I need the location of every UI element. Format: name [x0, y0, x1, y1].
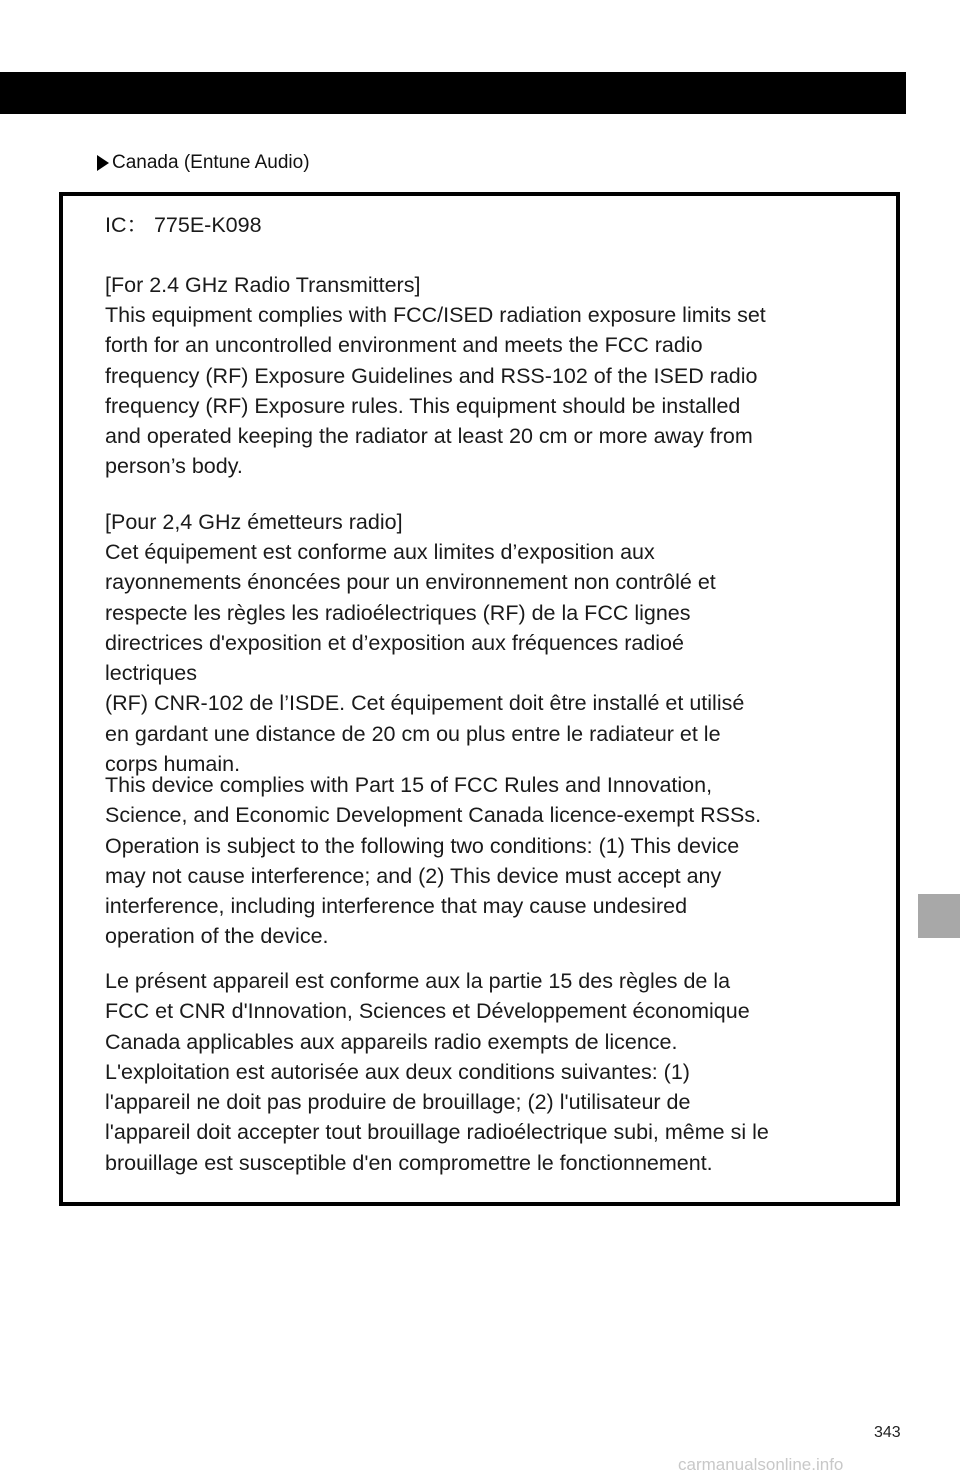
ic-number: IC： 775E-K098 — [105, 213, 262, 237]
triangle-right-icon — [97, 155, 109, 171]
english-part15-notice: This device complies with Part 15 of FCC Rules and Innovation, Science, and Economic Development Canada licence-exempt RSSs. Operation is subject to the following two conditions: (1) This device may not cause interference; and (2) This device must accept any interference, including interference that may cause undesired operation of the device. — [105, 773, 762, 949]
section-title: Canada (Entune Audio) — [112, 152, 310, 173]
french-part15-notice: Le présent appareil est conforme aux la partie 15 des règles de la FCC et CNR d'Innovation, Sciences et Développement économique Canada applicables aux appareils radio exempts de licence. L'exploitation est autorisée aux deux conditions suivantes: (1) l'appareil ne doit pas produire de brouillage; (2) l'utilisateur de l'appareil doit accepter tout brouillage radioélectrique subi, même si le brouillage est susceptible d'en compromettre le fonctionnement. — [105, 969, 769, 1175]
watermark: carmanualsonline.info — [678, 1455, 844, 1474]
chapter-tab — [918, 894, 960, 938]
section-heading — [97, 150, 310, 176]
header-bar — [0, 72, 906, 114]
french-heading: [Pour 2,4 GHz émetteurs radio] — [105, 510, 403, 534]
english-body: This equipment complies with FCC/ISED radiation exposure limits set forth for an uncontrolled environment and meets the FCC radio frequency (RF) Exposure Guidelines and RSS-102 of the ISED radio frequency (RF) Exposure rules. This equipment should be installed and operated keeping the radiator at least 20 cm or more away from person’s body. — [105, 303, 766, 479]
french-body: Cet équipement est conforme aux limites d’exposition aux rayonnements énoncées pour un environnement non contrôlé et respecte les règles les radioélectriques (RF) de la FCC lignes directrices d'exposition et d’exposition aux fréquences radioé lectriques (RF) CNR-102 de l’ISDE. Cet équipement doit être installé et utilisé en gardant une distance de 20 cm ou plus entre le radiateur et le corps humain. — [105, 540, 745, 777]
page-number: 343 — [874, 1424, 901, 1441]
english-heading: [For 2.4 GHz Radio Transmitters] — [105, 273, 421, 297]
